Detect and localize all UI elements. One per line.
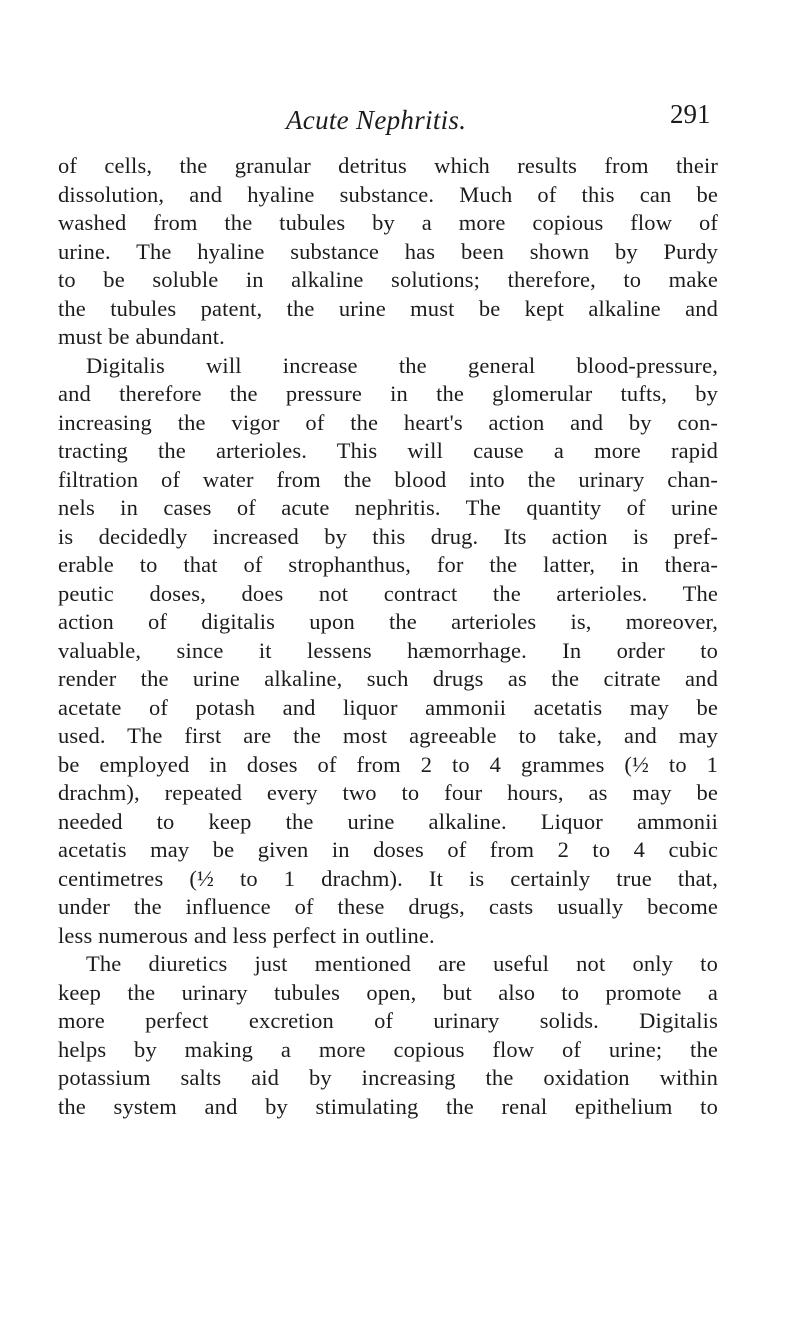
text-line: Digitalis will increase the general blood-pressure, bbox=[86, 352, 718, 378]
text-line: dissolution, and hyaline substance. Much of this can be bbox=[58, 181, 718, 207]
text-line: under the influence of these drugs, casts usually become bbox=[58, 894, 718, 919]
text-line: keep the urinary tubules open, but also to promote a bbox=[58, 979, 718, 1005]
text-line: the system and by stimulating the renal epithelium to bbox=[58, 1093, 718, 1119]
text-line: acetatis may be given in doses of from 2 to 4 cubic bbox=[58, 837, 718, 862]
text-line: more perfect excretion of urinary solids. Digitalis bbox=[58, 1008, 718, 1033]
text-line: peutic doses, does not contract the arterioles. The bbox=[58, 580, 718, 606]
text-line: is decidedly increased by this drug. Its action is pref- bbox=[58, 523, 718, 549]
text-line: urine. The hyaline substance has been shown by Purdy bbox=[58, 238, 718, 264]
text-line: increasing the vigor of the heart's action and by con- bbox=[58, 409, 718, 435]
text-line: needed to keep the urine alkaline. Liquor ammonii bbox=[58, 808, 718, 834]
text-line: be employed in doses of from 2 to 4 grammes (½ to 1 bbox=[58, 751, 718, 777]
text-line: less numerous and less perfect in outline. bbox=[58, 922, 435, 948]
text-line: centimetres (½ to 1 drachm). It is certainly true that, bbox=[58, 865, 718, 891]
text-line: nels in cases of acute nephritis. The quantity of urine bbox=[58, 495, 718, 520]
page-number: 291 bbox=[670, 99, 711, 129]
text-line: erable to that of strophanthus, for the latter, in thera- bbox=[58, 552, 718, 577]
text-line: action of digitalis upon the arterioles is, moreover, bbox=[58, 609, 718, 634]
body-text bbox=[58, 152, 718, 1121]
text-line: to be soluble in alkaline solutions; therefore, to make bbox=[58, 267, 718, 292]
text-line: helps by making a more copious flow of urine; the bbox=[58, 1036, 718, 1062]
text-line: of cells, the granular detritus which results from their bbox=[58, 153, 718, 178]
text-line: filtration of water from the blood into the urinary chan- bbox=[58, 466, 718, 492]
text-line: potassium salts aid by increasing the oxidation within bbox=[58, 1065, 718, 1090]
text-line: used. The first are the most agreeable to take, and may bbox=[58, 723, 718, 748]
text-line: washed from the tubules by a more copious flow of bbox=[58, 210, 718, 235]
text-line: must be abundant. bbox=[58, 324, 225, 349]
text-line: The diuretics just mentioned are useful not only to bbox=[86, 951, 718, 976]
running-title: Acute Nephritis. bbox=[286, 105, 467, 135]
text-line: and therefore the pressure in the glomerular tufts, by bbox=[58, 381, 718, 406]
text-line: drachm), repeated every two to four hours, as may be bbox=[58, 780, 718, 805]
text-line: valuable, since it lessens hæmorrhage. In order to bbox=[58, 637, 718, 663]
text-line: tracting the arterioles. This will cause a more rapid bbox=[58, 438, 718, 463]
text-line: acetate of potash and liquor ammonii acetatis may be bbox=[58, 694, 718, 720]
text-line: render the urine alkaline, such drugs as the citrate and bbox=[58, 666, 718, 691]
text-line: the tubules patent, the urine must be kept alkaline and bbox=[58, 295, 718, 321]
